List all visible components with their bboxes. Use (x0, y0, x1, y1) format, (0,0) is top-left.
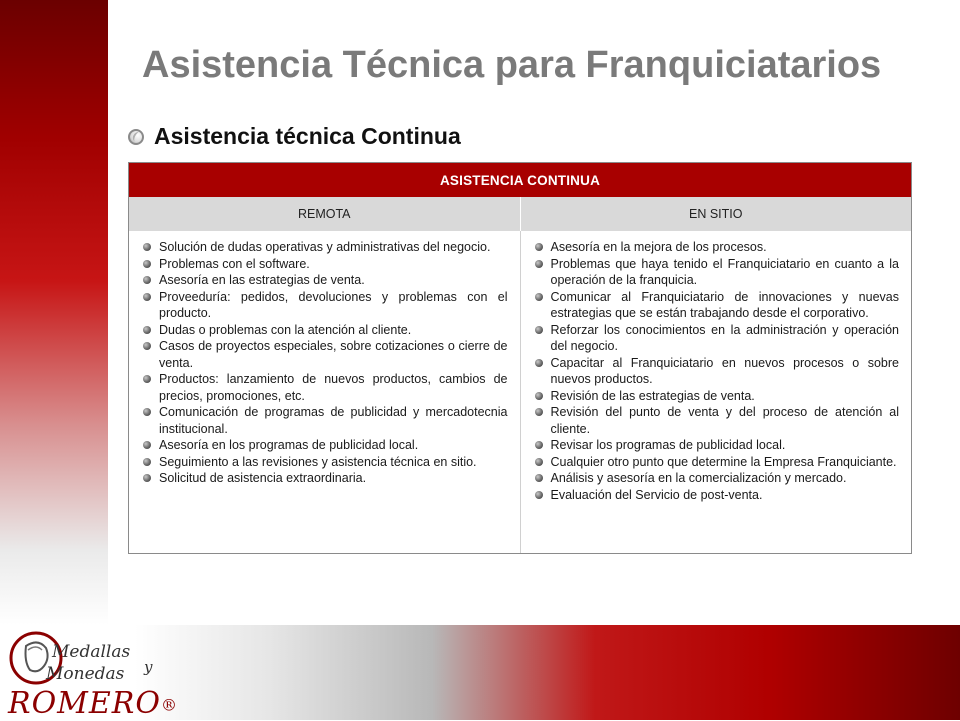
bullet-dot-icon (535, 491, 543, 499)
list-item-text: Comunicación de programas de publicidad y mercadotecnia institucional. (159, 405, 508, 436)
list-item (141, 437, 508, 454)
list-item-text: Capacitar al Franquiciatario en nuevos procesos o sobre nuevos productos. (550, 355, 899, 386)
list-item-text: Revisión de las estrategias de venta. (550, 388, 755, 403)
bullet-dot-icon (143, 326, 151, 334)
list-item-text: Problemas con el software. (159, 256, 310, 271)
column-header-remota: REMOTA (297, 207, 351, 221)
list-item (141, 322, 508, 339)
bullet-dot-icon (535, 326, 543, 334)
bullet-dot-icon (143, 458, 151, 466)
bullet-dot-icon (143, 342, 151, 350)
column-header-en-sitio: EN SITIO (520, 197, 912, 231)
logo-monedas: Monedas (46, 664, 125, 684)
list-item (533, 487, 900, 504)
list-item (533, 470, 900, 487)
list-item (141, 338, 508, 371)
list-item (533, 404, 900, 437)
table-body (129, 231, 911, 553)
list-item (533, 289, 900, 322)
logo-romero (8, 686, 178, 721)
remota-column (129, 231, 520, 553)
list-item (533, 454, 900, 471)
slide-subtitle: Asistencia técnica Continua (154, 123, 461, 149)
list-item (533, 355, 900, 388)
bullet-dot-icon (535, 243, 543, 251)
en-sitio-column (520, 231, 912, 553)
decorative-left-band (0, 0, 108, 625)
bullet-dot-icon (535, 392, 543, 400)
list-item (141, 454, 508, 471)
bullet-dot-icon (143, 243, 151, 251)
list-item-text: Reforzar los conocimientos en la administración y operación del negocio. (550, 322, 899, 353)
logo (8, 630, 178, 721)
list-item-text: Asesoría en los programas de publicidad local. (159, 438, 419, 452)
logo-conjunction: y (144, 658, 153, 676)
column-headers (129, 197, 911, 231)
bullet-dot-icon (535, 408, 543, 416)
bullet-dot-icon (143, 276, 151, 284)
bullet-dot-icon (143, 441, 151, 449)
list-item-text: Evaluación del Servicio de post-venta. (550, 487, 763, 502)
list-item (141, 404, 508, 437)
bullet-dot-icon (143, 375, 151, 383)
bullet-dot-icon (535, 441, 543, 449)
list-item (141, 470, 508, 487)
list-item-text: Dudas o problemas con la atención al cliente. (159, 322, 412, 337)
bullet-dot-icon (535, 359, 543, 367)
list-item-text: Cualquier otro punto que determine la Empresa Franquiciante. (550, 454, 897, 469)
slide-title: Asistencia Técnica para Franquiciatarios (142, 44, 882, 86)
ring-bullet-icon (128, 129, 144, 145)
bullet-dot-icon (143, 474, 151, 482)
bullet-dot-icon (143, 260, 151, 268)
bullet-dot-icon (535, 458, 543, 466)
list-item-text: Problemas que haya tenido el Franquiciatario en cuanto a la operación de la franquicia. (550, 256, 899, 287)
list-item-text: Comunicar al Franquiciatario de innovaciones y nuevas estrategias que se están trabajando desde el corporativo. (550, 289, 899, 320)
list-item-text: Asesoría en la mejora de los procesos. (550, 240, 767, 254)
bullet-dot-icon (143, 408, 151, 416)
registered-mark: ® (160, 695, 178, 715)
list-item (141, 371, 508, 404)
list-item (533, 322, 900, 355)
bullet-dot-icon (535, 293, 543, 301)
bullet-dot-icon (535, 474, 543, 482)
list-item (141, 289, 508, 322)
logo-medallas: Medallas (52, 642, 131, 662)
list-item-text: Asesoría en las estrategias de venta. (159, 273, 365, 287)
subtitle-row (128, 123, 461, 150)
list-item (533, 437, 900, 454)
list-item (533, 256, 900, 289)
table-header: ASISTENCIA CONTINUA (129, 163, 911, 197)
logo-brand: ROMERO (8, 686, 161, 721)
list-item (141, 272, 508, 289)
list-item-text: Seguimiento a las revisiones y asistencia técnica en sitio. (159, 454, 477, 469)
bullet-dot-icon (535, 260, 543, 268)
assistance-table (128, 162, 912, 554)
bullet-dot-icon (143, 293, 151, 301)
list-item (533, 239, 900, 256)
list-item (533, 388, 900, 405)
list-item-text: Solicitud de asistencia extraordinaria. (159, 471, 367, 485)
list-item-text: Proveeduría: pedidos, devoluciones y problemas con el producto. (159, 289, 508, 320)
list-item-text: Revisar los programas de publicidad local. (550, 438, 786, 452)
list-item-text: Solución de dudas operativas y administrativas del negocio. (159, 240, 491, 254)
list-item-text: Análisis y asesoría en la comercialización y mercado. (550, 471, 847, 485)
list-item-text: Productos: lanzamiento de nuevos productos, cambios de precios, promociones, etc. (159, 372, 508, 403)
list-item-text: Casos de proyectos especiales, sobre cotizaciones o cierre de venta. (159, 339, 508, 370)
list-item-text: Revisión del punto de venta y del proceso de atención al cliente. (550, 405, 899, 436)
list-item (141, 239, 508, 256)
list-item (141, 256, 508, 273)
